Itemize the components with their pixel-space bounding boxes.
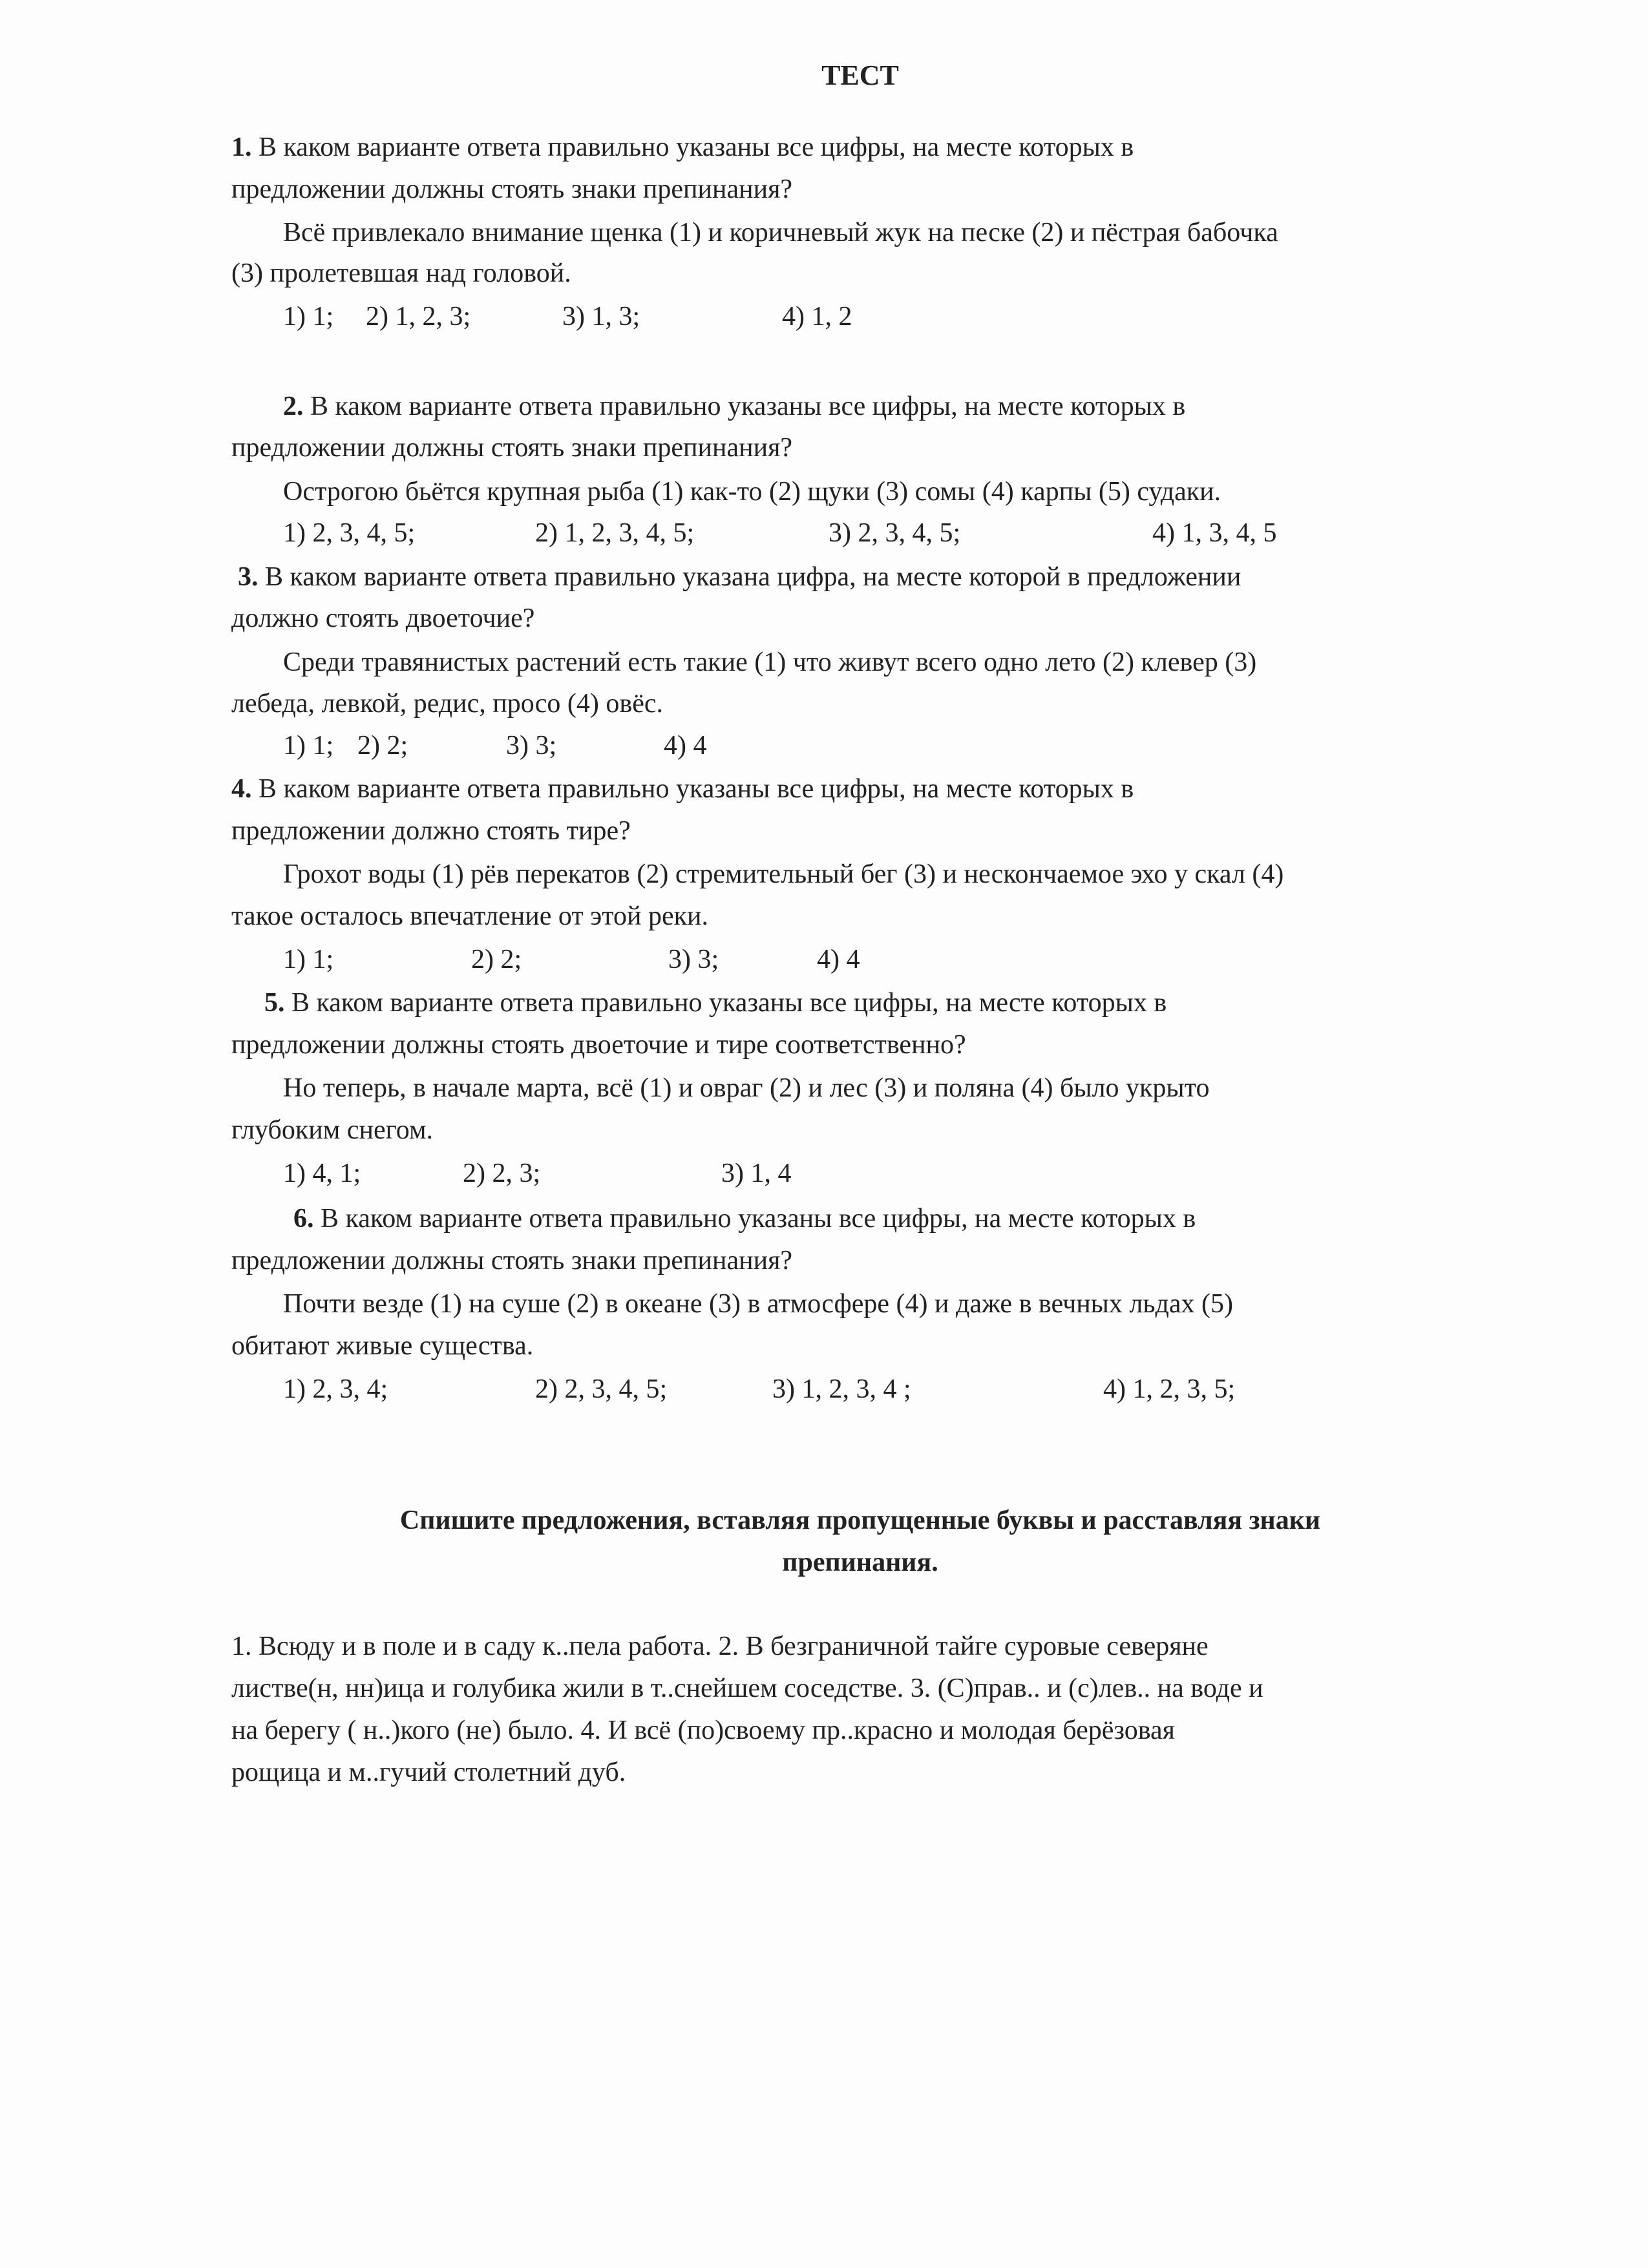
question-3-text — [238, 556, 1241, 598]
question-line: должно стоять двоеточие? — [231, 604, 535, 633]
question-number: 3. — [238, 562, 259, 592]
task-line: 1. Всюду и в поле и в саду к..пела работа. 2. В безграничной тайге суровые северяне — [231, 1632, 1209, 1661]
answer-option: 2) 1, 2, 3; — [366, 302, 471, 331]
answer-option: 4) 1, 2 — [782, 302, 852, 331]
sentence-line: Всё привлекало внимание щенка (1) и коричневый жук на песке (2) и пёстрая бабочка — [283, 218, 1278, 247]
sentence-line: глубоким снегом. — [231, 1115, 434, 1145]
question-1-text — [231, 127, 1134, 169]
sentence-line: лебеда, левкой, редис, просо (4) овёс. — [231, 689, 664, 719]
answer-option: 3) 1, 3; — [562, 302, 640, 331]
question-6-text — [293, 1198, 1196, 1240]
question-5-text — [264, 982, 1167, 1024]
question-number: 1. — [231, 132, 252, 162]
question-line: В каком варианте ответа правильно указаны все цифры, на месте которых в — [310, 392, 1186, 421]
question-line: предложении должны стоять двоеточие и тире соответственно? — [231, 1030, 966, 1060]
sentence-line: Среди травянистых растений есть такие (1) что живут всего одно лето (2) клевер (3) — [283, 647, 1257, 677]
sentence-line: такое осталось впечатление от этой реки. — [231, 901, 709, 931]
answer-option: 4) 4 — [817, 945, 860, 974]
task-heading: Спишите предложения, вставляя пропущенные буквы и расставляя знаки — [399, 1506, 1321, 1535]
question-line: В каком варианте ответа правильно указаны все цифры, на месте которых в — [321, 1204, 1196, 1234]
answer-option: 2) 2, 3; — [463, 1159, 541, 1188]
answer-option: 2) 1, 2, 3, 4, 5; — [535, 518, 695, 548]
answer-option: 4) 4 — [664, 731, 707, 761]
question-number: 2. — [283, 392, 304, 421]
question-number: 4. — [231, 774, 252, 804]
answer-option: 3) 2, 3, 4, 5; — [829, 518, 961, 548]
task-line: рощица и м..гучий столетний дуб. — [231, 1758, 626, 1787]
sentence-line: Грохот воды (1) рёв перекатов (2) стремительный бег (3) и нескончаемое эхо у скал (4) — [283, 859, 1284, 889]
answer-option: 1) 4, 1; — [283, 1159, 361, 1188]
sentence-line: (3) пролетевшая над головой. — [231, 258, 571, 288]
question-number: 5. — [264, 988, 285, 1018]
question-line: предложении должны стоять знаки препинания? — [231, 174, 793, 204]
question-number: 6. — [293, 1204, 314, 1234]
answer-option: 1) 1; — [283, 945, 334, 974]
answer-option: 3) 1, 2, 3, 4 ; — [772, 1374, 911, 1404]
question-4-text — [231, 768, 1134, 810]
question-line: В каком варианте ответа правильно указаны все цифры, на месте которых в — [291, 988, 1167, 1018]
answer-option: 1) 1; — [283, 302, 334, 331]
task-line: на берегу ( н..)кого (не) было. 4. И всё (по)своему пр..красно и молодая берёзовая — [231, 1716, 1175, 1745]
sentence-line: Но теперь, в начале марта, всё (1) и овраг (2) и лес (3) и поляна (4) было укрыто — [283, 1073, 1210, 1103]
answer-option: 1) 2, 3, 4; — [283, 1374, 388, 1404]
sentence-line: Почти везде (1) на суше (2) в океане (3) в атмосфере (4) и даже в вечных льдах (5) — [283, 1289, 1233, 1319]
task-line: листве(н, нн)ица и голубика жили в т..снейшем соседстве. 3. (С)прав.. и (с)лев.. на воде и — [231, 1674, 1263, 1703]
answer-option: 1) 1; — [283, 731, 334, 761]
answer-option: 2) 2; — [471, 945, 522, 974]
question-line: В каком варианте ответа правильно указаны все цифры, на месте которых в — [259, 132, 1134, 162]
sentence-line: обитают живые существа. — [231, 1331, 534, 1361]
question-line: В каком варианте ответа правильно указаны все цифры, на месте которых в — [259, 774, 1134, 804]
question-line: предложении должны стоять знаки препинания? — [231, 433, 793, 463]
answer-option: 2) 2; — [357, 731, 408, 761]
question-line: предложении должно стоять тире? — [231, 816, 631, 846]
answer-option: 3) 1, 4 — [721, 1159, 792, 1188]
question-2-text — [283, 386, 1185, 428]
question-line: предложении должны стоять знаки препинания? — [231, 1246, 793, 1276]
answer-option: 3) 3; — [668, 945, 719, 974]
answer-option: 3) 3; — [506, 731, 557, 761]
answer-option: 2) 2, 3, 4, 5; — [535, 1374, 668, 1404]
page-title: ТЕСТ — [821, 59, 899, 91]
answer-option: 4) 1, 3, 4, 5 — [1152, 518, 1277, 548]
answer-option: 1) 2, 3, 4, 5; — [283, 518, 416, 548]
sentence-line: Острогою бьётся крупная рыба (1) как-то (2) щуки (3) сомы (4) карпы (5) судаки. — [283, 477, 1221, 507]
answer-option: 4) 1, 2, 3, 5; — [1103, 1374, 1236, 1404]
question-line: В каком варианте ответа правильно указана цифра, на месте которой в предложении — [265, 562, 1241, 592]
task-heading: препинания. — [782, 1548, 938, 1577]
